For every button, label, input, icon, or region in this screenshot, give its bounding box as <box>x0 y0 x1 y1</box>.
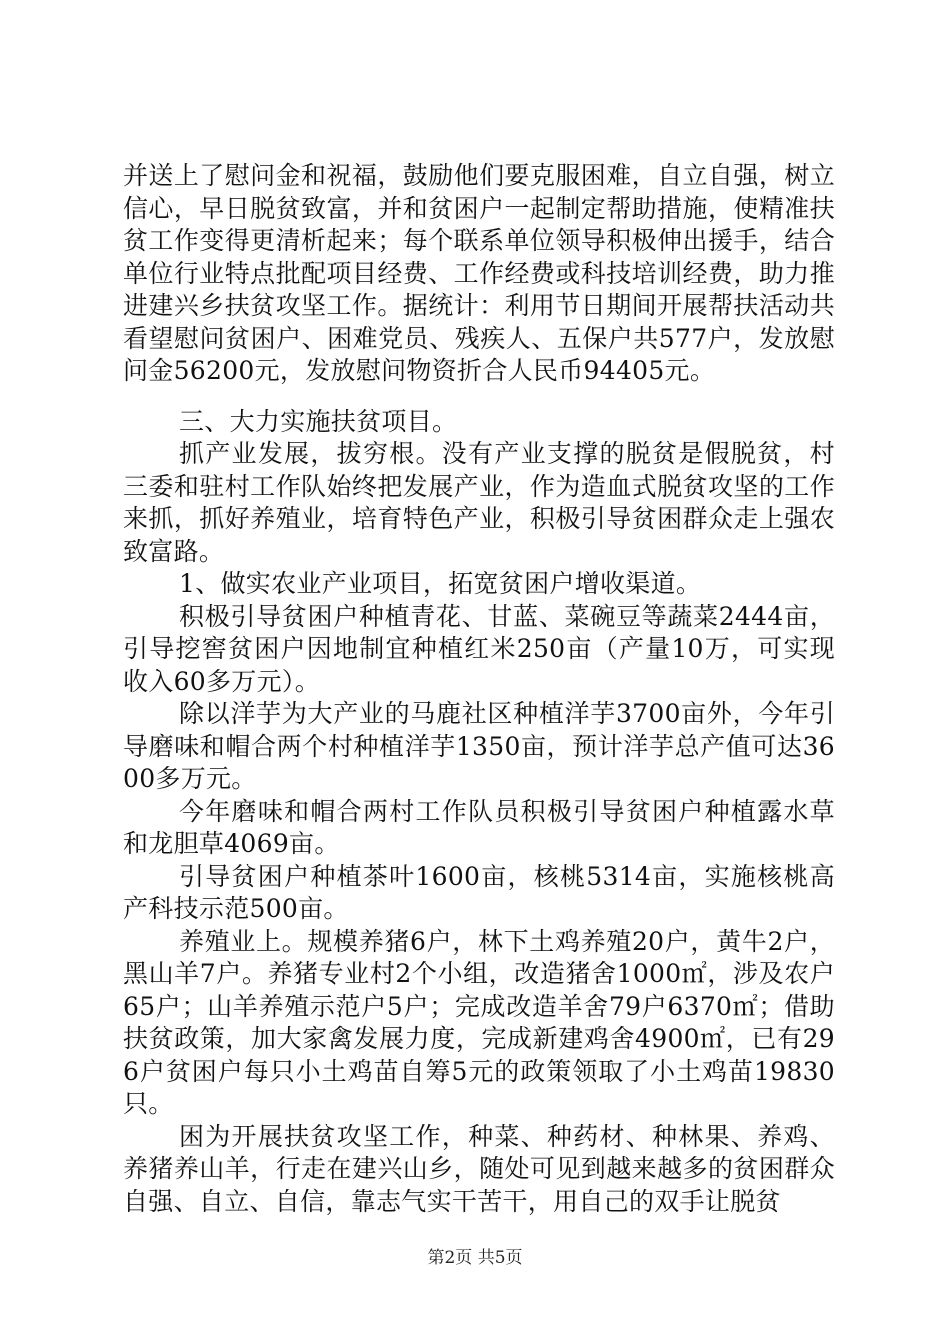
document-body <box>123 160 835 1218</box>
page-number-footer: 第2页 共5页 <box>427 1248 523 1268</box>
paragraph-relief-activities: 并送上了慰问金和祝福，鼓励他们要克服困难，自立自强，树立信心，早日脱贫致富，并和贫困户一起制定帮助措施，使精准扶贫工作变得更清析起来；每个联系单位领导积极伸出援手，结合单位行业特点批配项目经费、工作经费或科技培训经费，助力推进建兴乡扶贫攻坚工作。据统计：利用节日期间开展帮扶活动共看望慰问贫困户、困难党员、残疾人、五保户共577户，发放慰问金56200元，发放慰问物资折合人民币94405元。 <box>123 161 835 385</box>
section-heading-poverty-projects: 三、大力实施扶贫项目。 <box>179 406 458 436</box>
paragraph-potatoes: 除以洋芋为大产业的马鹿社区种植洋芋3700亩外，今年引导磨味和帽合两个村种植洋芋1350亩，预计洋芋总产值可达3600多万元。 <box>123 699 835 793</box>
paragraph-industry-development: 抓产业发展，拔穷根。没有产业支撑的脱贫是假脱贫，村三委和驻村工作队始终把发展产业，作为造血式脱贫攻坚的工作来抓，抓好养殖业，培育特色产业，积极引导贫困群众走上强农致富路。 <box>123 439 835 566</box>
paragraph-livestock: 养殖业上。规模养猪6户，林下土鸡养殖20户，黄牛2户，黑山羊7户。养猪专业村2个小组，改造猪舍1000㎡，涉及农户65户；山羊养殖示范户5户；完成改造羊舍79户6370㎡；借助扶贫政策，加大家禽发展力度，完成新建鸡舍4900㎡，已有296户贫困户每只小土鸡苗自筹5元的政策领取了小土鸡苗19830只。 <box>123 926 835 1118</box>
paragraph-conclusion: 困为开展扶贫攻坚工作，种菜、种药材、种林果、养鸡、养猪养山羊，行走在建兴山乡，随处可见到越来越多的贫困群众自强、自立、自信，靠志气实干苦干，用自己的双手让脱贫 <box>123 1121 835 1216</box>
paragraph-tea-walnut: 引导贫困户种植茶叶1600亩，核桃5314亩，实施核桃高产科技示范500亩。 <box>123 861 835 923</box>
subheading-agriculture-projects: 1、做实农业产业项目，拓宽贫困户增收渠道。 <box>179 569 702 598</box>
paragraph-spacer <box>123 388 835 406</box>
paragraph-herbs: 今年磨味和帽合两村工作队员积极引导贫困户种植露水草和龙胆草4069亩。 <box>123 796 835 858</box>
paragraph-vegetables: 积极引导贫困户种植青花、甘蓝、菜碗豆等蔬菜2444亩，引导挖窖贫困户因地制宜种植红米250亩（产量10万，可实现收入60多万元）。 <box>123 601 835 696</box>
